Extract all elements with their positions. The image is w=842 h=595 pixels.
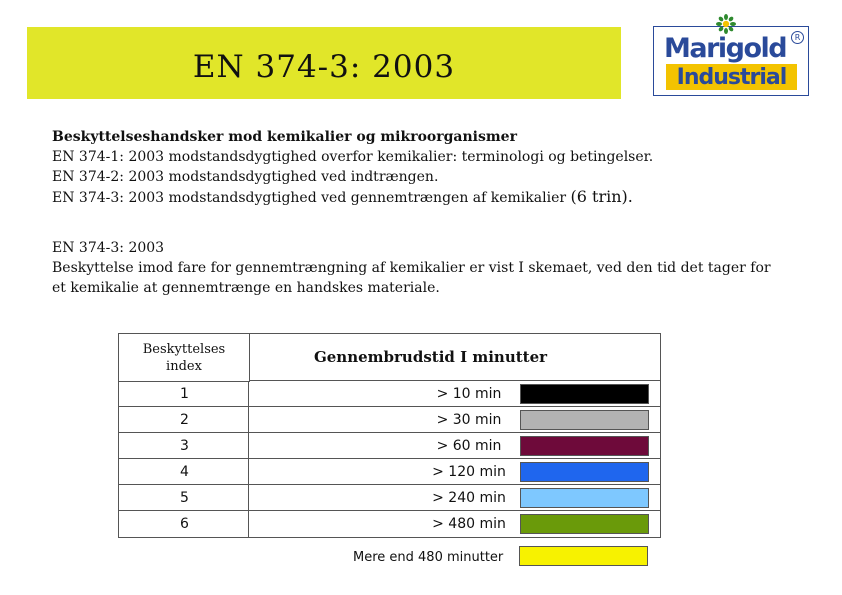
- header-index: [119, 334, 250, 382]
- header-index-line1: Beskyttelses: [142, 341, 226, 357]
- row-index: 5: [119, 485, 249, 510]
- row-index: 6: [119, 511, 249, 537]
- marigold-logo: [653, 26, 809, 96]
- description-title: EN 374-3: 2003: [52, 240, 165, 256]
- extra-label: Mere end 480 minutter: [353, 550, 504, 565]
- flower-icon: [716, 14, 736, 34]
- row-time: > 240 min: [432, 489, 506, 506]
- description-block: [52, 238, 772, 298]
- intro-line-2: EN 374-2: 2003 modstandsdygtighed ved indtrængen.: [52, 169, 439, 185]
- row-time: > 120 min: [432, 463, 506, 480]
- logo-brand-text: Marigold: [664, 33, 787, 64]
- row-time: > 480 min: [432, 516, 506, 532]
- row-index: 3: [119, 433, 249, 458]
- table-row: [119, 407, 660, 433]
- description-text: Beskyttelse imod fare for gennemtrængning af kemikalier er vist I skemaet, ved den tid det tager for et kemikalie at gennemtrænge en handskes materiale.: [52, 260, 771, 296]
- row-time: > 30 min: [436, 411, 502, 428]
- intro-line-3-tail: (6 trin).: [570, 187, 633, 206]
- table-row: [119, 485, 660, 511]
- registered-mark: R: [791, 31, 804, 44]
- color-swatch: [520, 488, 649, 508]
- logo-sub-text: Industrial: [666, 64, 797, 90]
- extra-color-swatch: [519, 546, 648, 566]
- intro-line-1: EN 374-1: 2003 modstandsdygtighed overfor kemikalier: terminologi og betingelser.: [52, 149, 654, 165]
- title-banner: [27, 27, 621, 99]
- table-row: [119, 381, 660, 407]
- row-time: > 10 min: [436, 385, 502, 402]
- row-index: 1: [119, 381, 249, 406]
- header-index-line2: index: [166, 358, 202, 374]
- row-time: > 60 min: [436, 437, 502, 454]
- color-swatch: [520, 514, 649, 534]
- table-row: [119, 511, 660, 537]
- row-index: 4: [119, 459, 249, 484]
- intro-line-3: [52, 187, 812, 208]
- color-swatch: [520, 462, 649, 482]
- color-swatch: [520, 410, 649, 430]
- intro-line-3-main: EN 374-3: 2003 modstandsdygtighed ved gennemtrængen af kemikalier: [52, 190, 571, 206]
- header-time: Gennembrudstid I minutter: [250, 334, 661, 381]
- intro-block: [52, 127, 812, 208]
- table-row: [119, 459, 660, 485]
- intro-heading: Beskyttelseshandsker mod kemikalier og mikroorganismer: [52, 129, 517, 145]
- table-row: [119, 433, 660, 459]
- page-title: EN 374-3: 2003: [192, 49, 456, 85]
- row-index: 2: [119, 407, 249, 432]
- protection-table: [118, 333, 661, 538]
- color-swatch: [520, 436, 649, 456]
- color-swatch: [520, 384, 649, 404]
